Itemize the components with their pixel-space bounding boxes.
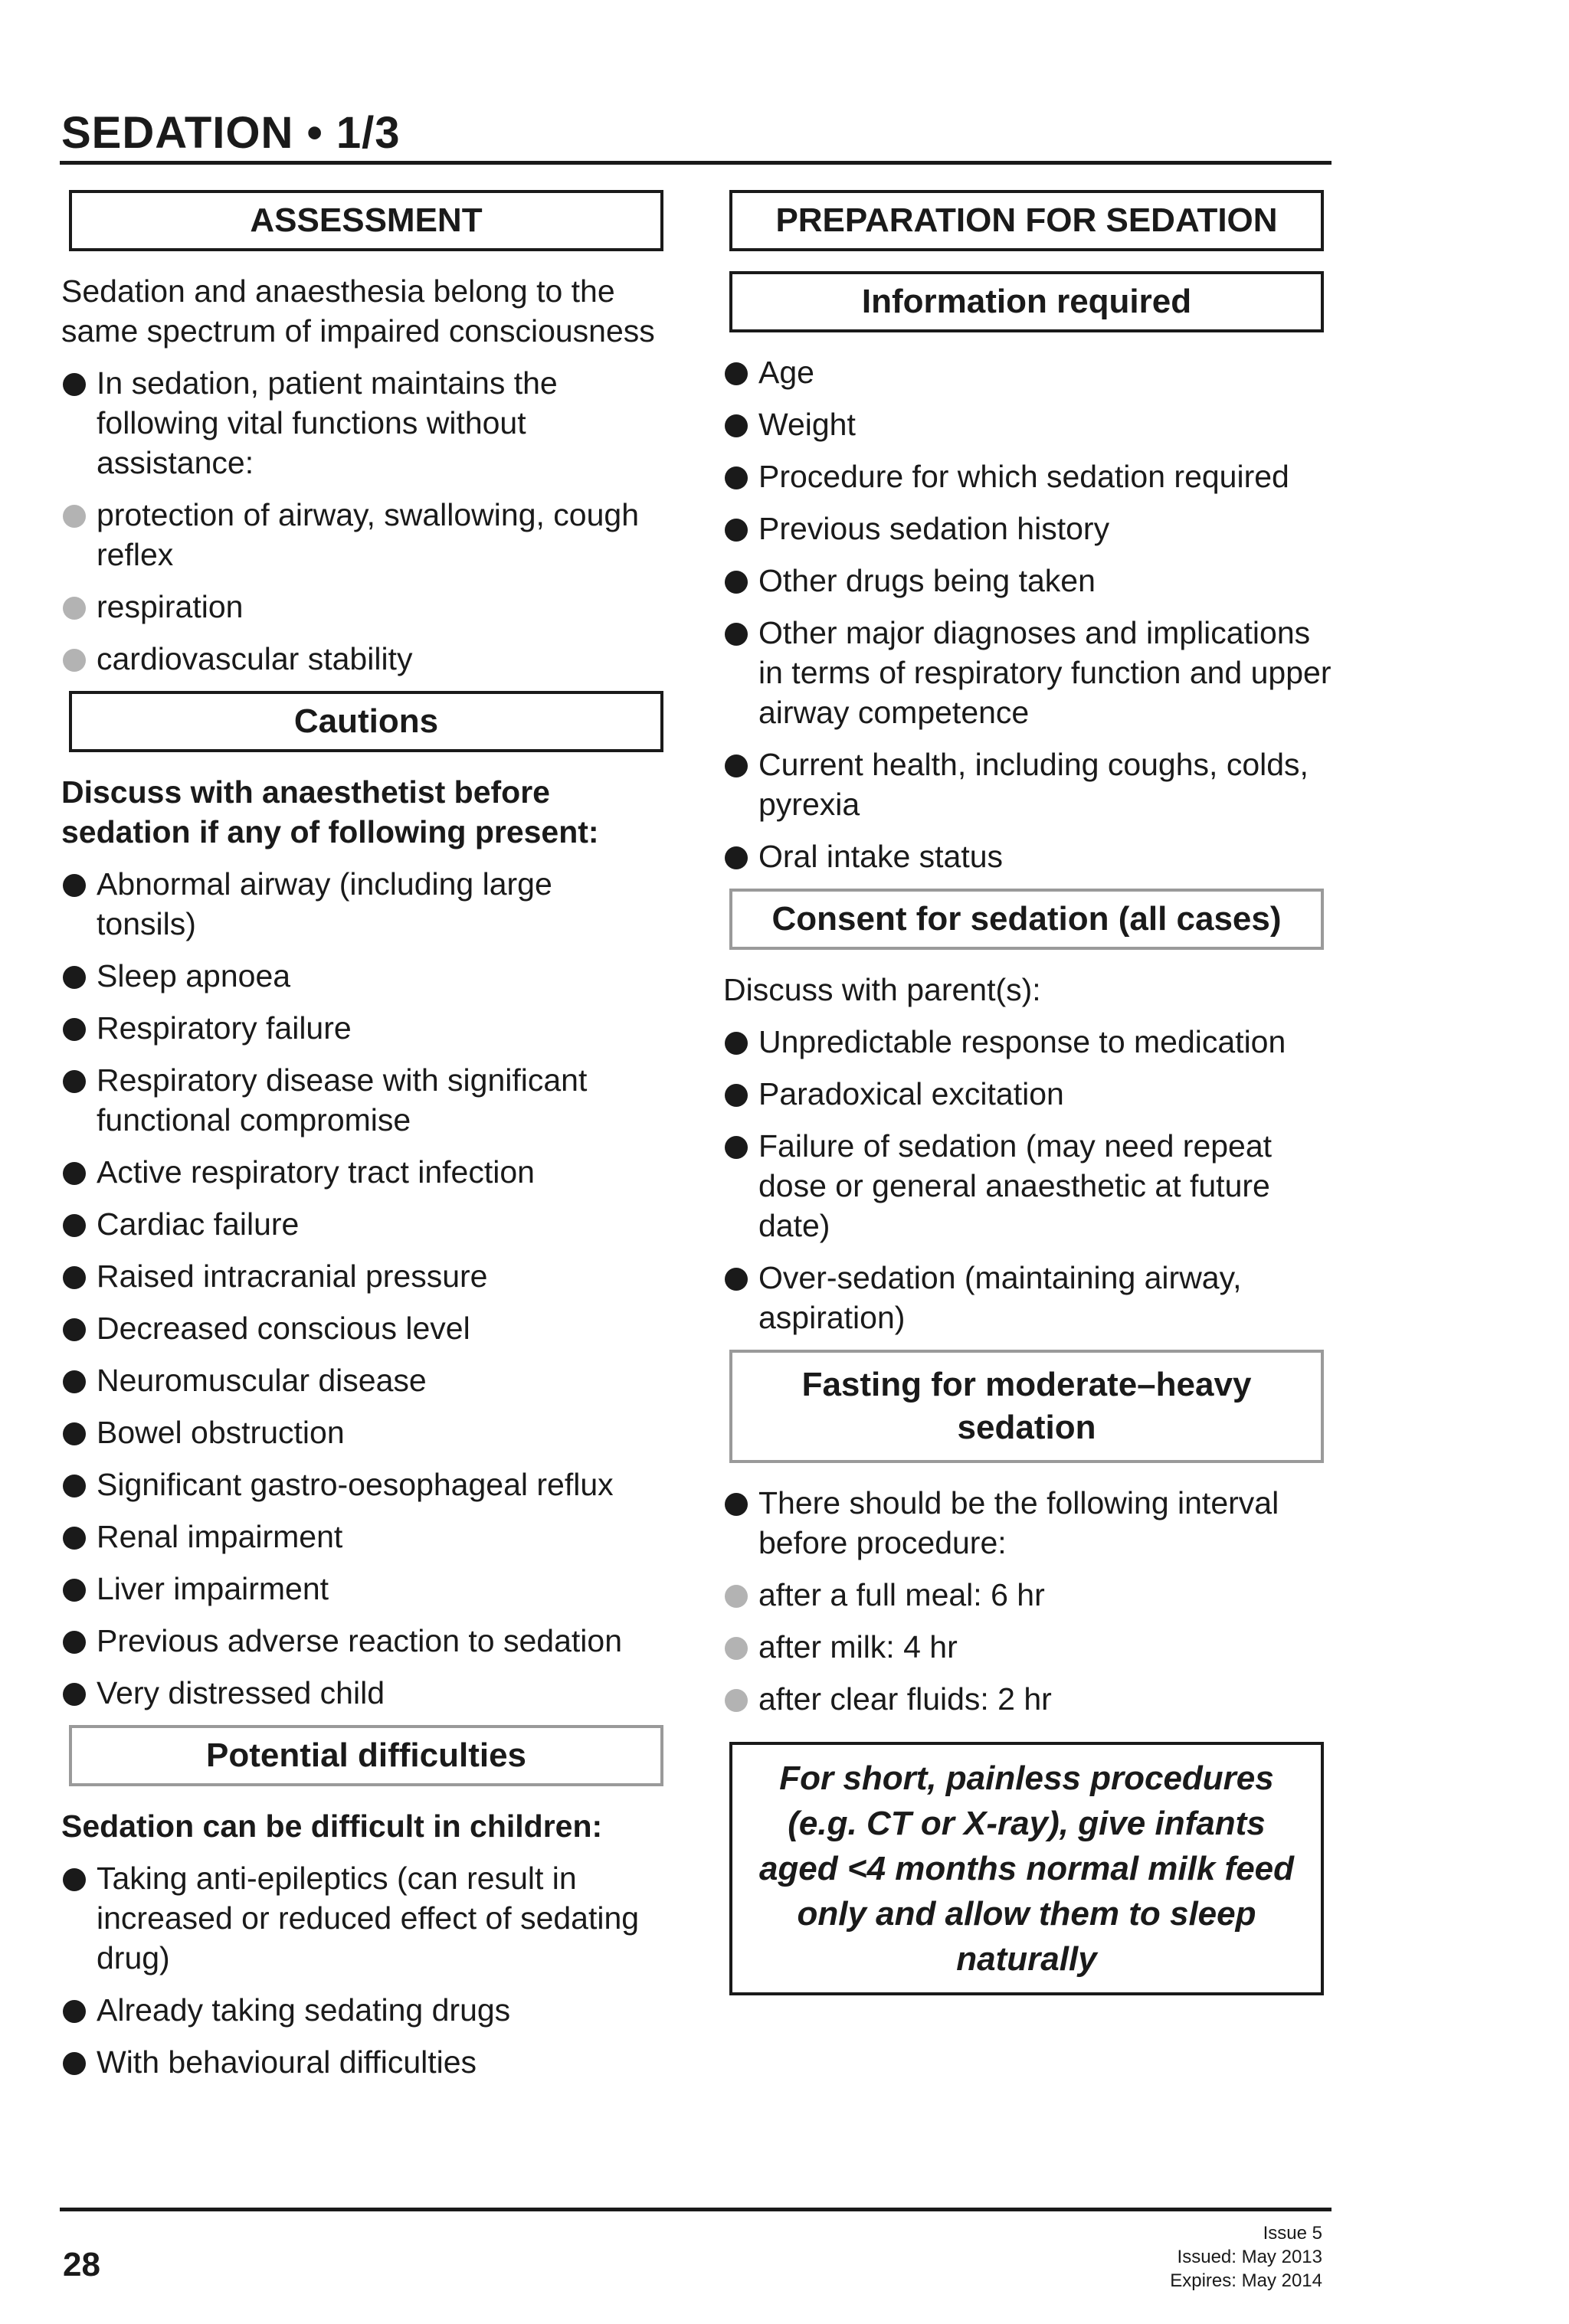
page-number: 28	[63, 2246, 100, 2283]
list-item: Oral intake status	[723, 836, 1336, 876]
list-item: Bowel obstruction	[61, 1412, 659, 1452]
list-item: Renal impairment	[61, 1517, 659, 1556]
list-item: Unpredictable response to medication	[723, 1022, 1336, 1062]
header-rule	[60, 161, 1332, 165]
list-item: Other drugs being taken	[723, 561, 1336, 601]
fasting-intervals-list	[723, 1575, 1336, 1719]
list-item: Raised intracranial pressure	[61, 1256, 659, 1296]
list-item: after a full meal: 6 hr	[723, 1575, 1336, 1615]
expiry-date: Expires: May 2014	[1170, 2270, 1322, 2291]
list-item: There should be the following interval before procedure:	[723, 1483, 1336, 1563]
list-item: Active respiratory tract infection	[61, 1152, 659, 1192]
list-item: Abnormal airway (including large tonsils)	[61, 864, 659, 944]
difficulties-heading: Potential difficulties	[69, 1725, 663, 1786]
fasting-list	[723, 1483, 1336, 1563]
list-item: after milk: 4 hr	[723, 1627, 1336, 1667]
list-item: Significant gastro-oesophageal reflux	[61, 1465, 659, 1504]
infant-note: For short, painless procedures (e.g. CT or X-ray), give infants aged <4 months normal milk feed only and allow them to sleep naturally	[729, 1742, 1324, 1995]
vital-functions-list	[61, 495, 659, 679]
difficulties-list	[61, 1858, 659, 2082]
list-item: Paradoxical excitation	[723, 1074, 1336, 1114]
list-item: cardiovascular stability	[61, 639, 659, 679]
assessment-list	[61, 363, 659, 483]
list-item: Age	[723, 352, 1336, 392]
list-item: Already taking sedating drugs	[61, 1990, 659, 2030]
list-item: Current health, including coughs, colds, pyrexia	[723, 745, 1336, 824]
footer-rule	[60, 2208, 1332, 2211]
consent-list	[723, 1022, 1336, 1337]
list-item: Respiratory disease with significant functional compromise	[61, 1060, 659, 1140]
right-column	[723, 190, 1336, 1995]
issue-info	[1170, 2221, 1322, 2293]
list-item: Neuromuscular disease	[61, 1360, 659, 1400]
list-item: Over-sedation (maintaining airway, aspiration)	[723, 1258, 1336, 1337]
fasting-heading: Fasting for moderate–heavy sedation	[729, 1350, 1324, 1463]
list-item: Very distressed child	[61, 1673, 659, 1713]
page-title: SEDATION • 1/3	[61, 108, 401, 158]
list-item: Decreased conscious level	[61, 1308, 659, 1348]
list-item: Sleep apnoea	[61, 956, 659, 996]
left-column	[61, 190, 659, 2094]
preparation-heading: PREPARATION FOR SEDATION	[729, 190, 1324, 251]
list-item: Other major diagnoses and implications in terms of respiratory function and upper airway competence	[723, 613, 1336, 732]
list-item: Previous adverse reaction to sedation	[61, 1621, 659, 1661]
information-heading: Information required	[729, 271, 1324, 332]
list-item: Weight	[723, 404, 1336, 444]
cautions-lead: Discuss with anaesthetist before sedation if any of following present:	[61, 774, 599, 849]
list-item: Procedure for which sedation required	[723, 457, 1336, 496]
cautions-list	[61, 864, 659, 1713]
difficulties-lead: Sedation can be difficult in children:	[61, 1808, 603, 1844]
list-item: In sedation, patient maintains the following vital functions without assistance:	[61, 363, 659, 483]
list-item: Previous sedation history	[723, 509, 1336, 548]
list-item: Liver impairment	[61, 1569, 659, 1609]
list-item: protection of airway, swallowing, cough reflex	[61, 495, 659, 574]
list-item: Failure of sedation (may need repeat dose or general anaesthetic at future date)	[723, 1126, 1336, 1245]
issued-date: Issued: May 2013	[1177, 2247, 1322, 2267]
list-item: respiration	[61, 587, 659, 627]
list-item: after clear fluids: 2 hr	[723, 1679, 1336, 1719]
list-item: Taking anti-epileptics (can result in increased or reduced effect of sedating drug)	[61, 1858, 659, 1978]
cautions-heading: Cautions	[69, 691, 663, 752]
list-item: Respiratory failure	[61, 1008, 659, 1048]
issue-number: Issue 5	[1263, 2223, 1322, 2244]
consent-heading: Consent for sedation (all cases)	[729, 889, 1324, 950]
consent-lead: Discuss with parent(s):	[723, 972, 1041, 1007]
assessment-heading: ASSESSMENT	[69, 190, 663, 251]
list-item: Cardiac failure	[61, 1204, 659, 1244]
assessment-intro: Sedation and anaesthesia belong to the same spectrum of impaired consciousness	[61, 273, 655, 349]
list-item: With behavioural difficulties	[61, 2042, 659, 2082]
information-list	[723, 352, 1336, 876]
